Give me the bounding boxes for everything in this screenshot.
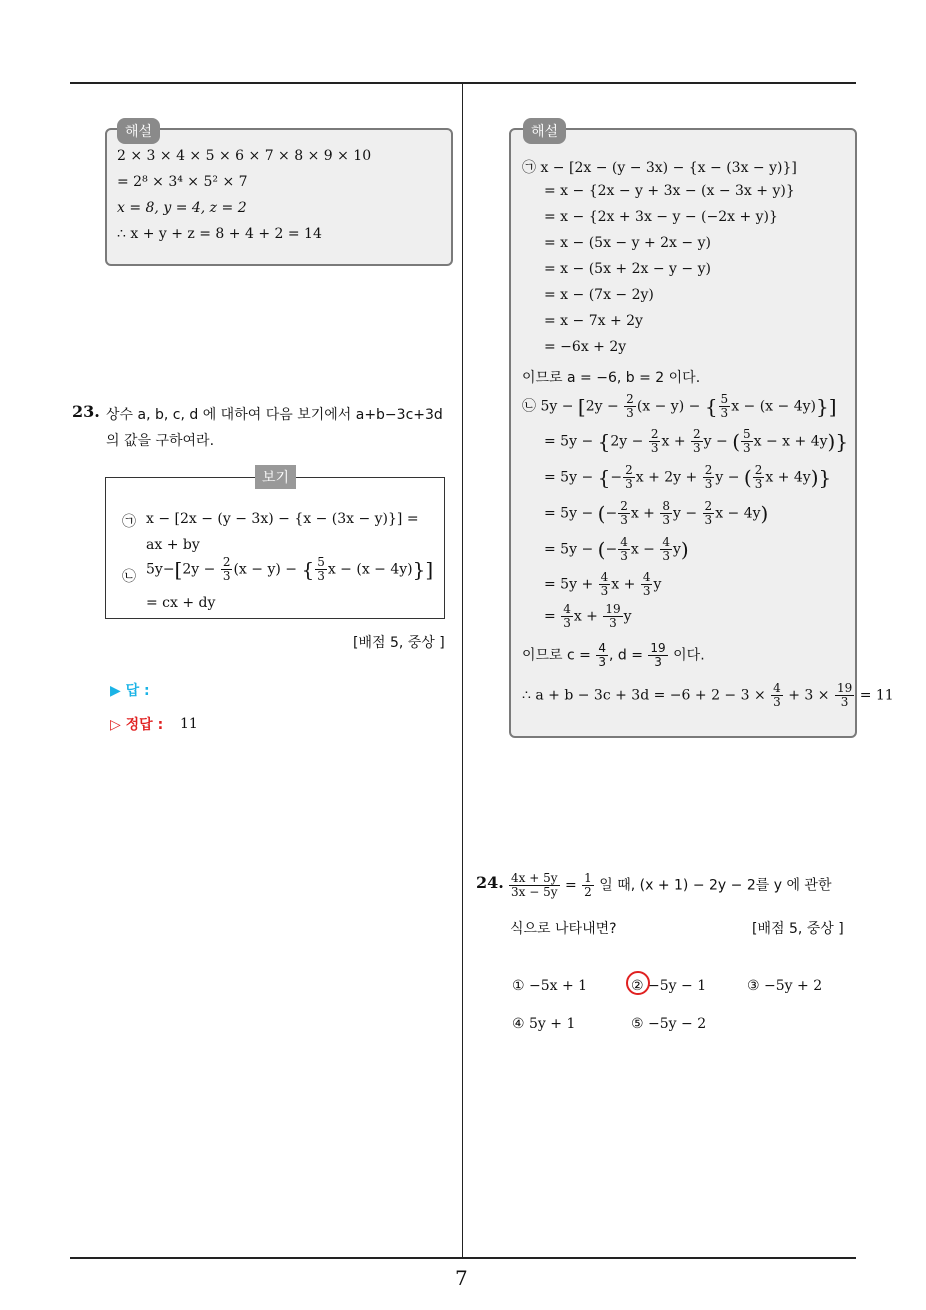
right-sol-b-line-6: = 5y + $\frac{4}{3}$ x + $\frac{4}{3}$ y <box>544 570 662 598</box>
q24-choice-2-marked-circle <box>626 971 650 995</box>
q24-choice-2[interactable]: ② −5y − 1 <box>631 978 707 994</box>
right-sol-c-suffix: 이다. <box>673 647 705 664</box>
q24-choice-3[interactable]: ③ −5y + 2 <box>747 978 823 994</box>
right-sol-a-line-3: = x − {2x + 3x − y − (−2x + y)} <box>544 209 778 225</box>
right-sol-a-line-1: ㉠ x − [2x − (y − 3x) − {x − (3x − y)}] <box>522 160 797 176</box>
top-rule <box>70 82 856 84</box>
q24-text-line1: $\frac{4x + 5y}{3x - 5y}$ = $\frac{1}{2}$ 일 때, (x + 1) − 2y − 2를 y 에 관한 <box>511 871 832 899</box>
q24-choice-5[interactable]: ⑤ −5y − 2 <box>631 1016 707 1032</box>
q23-answer-label[interactable]: ▶ 답 : <box>110 683 150 699</box>
right-sol-a-line-5: = x − (5x + 2x − y − y) <box>544 261 711 277</box>
column-divider <box>462 84 463 1258</box>
right-sol-b-line-3: = 5y − {− $\frac{2}{3}$ x + 2y + $\frac{2}{3}$ y − ( $\frac{2}{3}$ x + 4y)} <box>544 463 832 491</box>
bogi-tag: 보기 <box>255 465 296 489</box>
page-number: 7 <box>455 1266 468 1290</box>
bogi-item2-expr: 5y−[2y − $\frac{2}{3}$ (x − y) − { $\frac{5}{3}$ x − (x − 4y)}] <box>146 555 434 583</box>
bogi-item1-line2: ax + by <box>146 537 200 553</box>
left-sol-line-3: x = 8, y = 4, z = 2 <box>117 200 247 216</box>
right-sol-b-line-4: = 5y − (− $\frac{2}{3}$ x + $\frac{8}{3}$ y − $\frac{2}{3}$ x − 4y) <box>544 499 769 527</box>
right-sol-final-suffix: = 11 <box>859 687 894 704</box>
left-solution-tag: 해설 <box>117 118 160 144</box>
left-sol-line-2: = 2⁸ × 3⁴ × 5² × 7 <box>117 174 248 190</box>
right-sol-a-line-7: = x − 7x + 2y <box>544 313 643 329</box>
q24-score: [배점 5, 중상 ] <box>752 921 844 937</box>
q24-text-line2: 식으로 나타내면? <box>510 921 617 937</box>
q23-text-line2: 의 값을 구하여라. <box>106 433 215 449</box>
q24-number: 24. <box>476 873 504 892</box>
right-sol-a-line-8: = −6x + 2y <box>544 339 627 355</box>
left-sol-line-4: ∴ x + y + z = 8 + 4 + 2 = 14 <box>117 226 322 242</box>
right-sol-b-line-7: = $\frac{4}{3}$ x + $\frac{19}{3}$ y <box>544 602 632 630</box>
bogi-item2-line2: = cx + dy <box>146 595 216 611</box>
right-sol-a-line-2: = x − {2x − y + 3x − (x − 3x + y)} <box>544 183 795 199</box>
right-sol-c-conclusion: 이므로 c = $\frac{4}{3}$ , d = $\frac{19}{3}$ 이다. <box>522 641 705 669</box>
q24-choice-4[interactable]: ④ 5y + 1 <box>512 1016 576 1032</box>
right-sol-a-conclusion: 이므로 a = −6, b = 2 이다. <box>522 370 701 386</box>
right-sol-b-line-1: ㉡ 5y − [2y − $\frac{2}{3}$ (x − y) − { $\frac{5}{3}$ x − (x − 4y)}] <box>522 392 837 420</box>
right-sol-final: ∴ a + b − 3c + 3d = −6 + 2 − 3 × $\frac{4}{3}$ + 3 × $\frac{19}{3}$ = 11 <box>522 681 894 709</box>
bogi-item1-mark: ㉠ <box>122 514 136 530</box>
right-sol-b-line-2: = 5y − {2y − $\frac{2}{3}$ x + $\frac{2}{3}$ y − ( $\frac{5}{3}$ x − x + 4y)} <box>544 427 849 455</box>
q23-text-line1: 상수 a, b, c, d 에 대하여 다음 보기에서 a+b−3c+3d <box>106 407 443 423</box>
bogi-item1-line1: x − [2x − (y − 3x) − {x − (3x − y)}] = <box>146 511 419 527</box>
bogi-item2-mark: ㉡ <box>122 569 136 585</box>
bottom-rule <box>70 1257 856 1259</box>
q23-correct-value: 11 <box>180 716 198 732</box>
right-sol-final-prefix: ∴ a + b − 3c + 3d = −6 + 2 − 3 × <box>522 687 766 704</box>
q23-correct-label: ▷ 정답 : <box>110 717 164 733</box>
q24-text-mid: 일 때, (x + 1) − 2y − 2를 y 에 관한 <box>599 877 832 894</box>
q23-score: [배점 5, 중상 ] <box>353 635 445 651</box>
q23-number: 23. <box>72 402 100 421</box>
right-solution-tag: 해설 <box>523 118 566 144</box>
right-sol-c-prefix: 이므로 c = <box>522 647 591 664</box>
right-sol-a-line-6: = x − (7x − 2y) <box>544 287 654 303</box>
q24-choice-1[interactable]: ① −5x + 1 <box>512 978 588 994</box>
left-sol-line-1: 2 × 3 × 4 × 5 × 6 × 7 × 8 × 9 × 10 <box>117 148 372 164</box>
right-sol-a-line-4: = x − (5x − y + 2x − y) <box>544 235 711 251</box>
right-sol-b-line-5: = 5y − (− $\frac{4}{3}$ x − $\frac{4}{3}$ y) <box>544 535 689 563</box>
